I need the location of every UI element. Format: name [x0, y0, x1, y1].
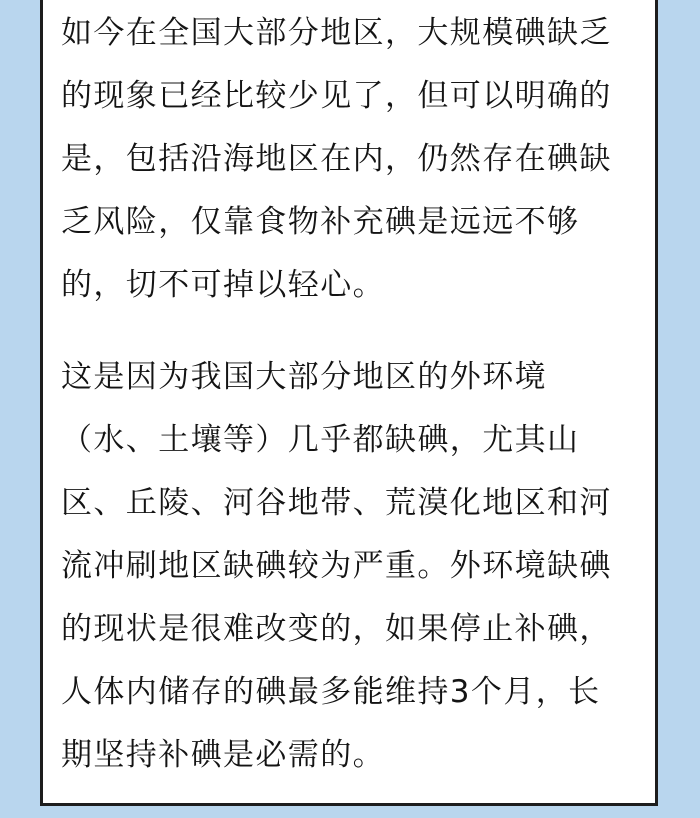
paragraph-line: 如今在全国大部分地区，大规模碘缺乏	[61, 15, 612, 51]
paragraph-line: 区、丘陵、河谷地带、荒漠化地区和河	[61, 485, 612, 521]
paragraph-line: 乏风险，仅靠食物补充碘是远远不够	[61, 204, 580, 240]
paragraph-line: 的现象已经比较少见了，但可以明确的	[61, 78, 612, 114]
paragraph-line: 是，包括沿海地区在内，仍然存在碘缺	[61, 141, 612, 177]
paragraph-line: 人体内储存的碘最多能维持3个月，长	[61, 674, 601, 710]
paragraph-environment-iodine	[61, 346, 641, 787]
article-card	[40, 0, 658, 806]
paragraph-line: 的现状是很难改变的，如果停止补碘，	[61, 611, 612, 647]
paragraph-line: 流冲刷地区缺碘较为严重。外环境缺碘	[61, 548, 612, 584]
paragraph-line: 的，切不可掉以轻心。	[61, 267, 385, 303]
paragraph-line: 期坚持补碘是必需的。	[61, 737, 385, 773]
paragraph-line: （水、土壤等）几乎都缺碘，尤其山	[61, 422, 580, 458]
paragraph-line: 这是因为我国大部分地区的外环境	[61, 359, 547, 395]
paragraph-iodine-deficiency-risk	[61, 2, 641, 317]
